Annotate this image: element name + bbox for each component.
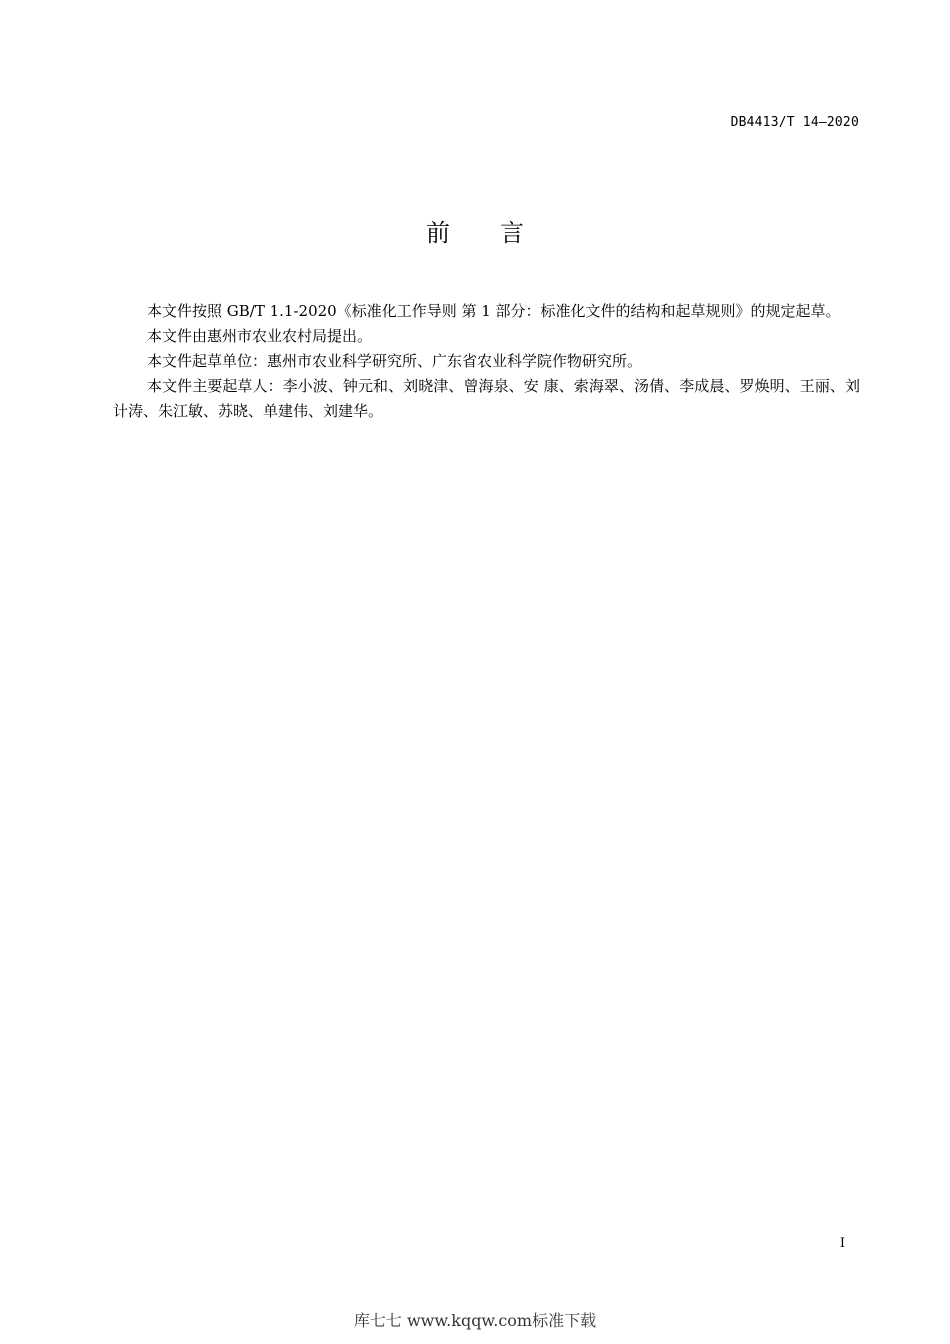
page-title: 前言 — [426, 219, 574, 247]
document-code: DB4413/T 14—2020 — [730, 115, 859, 130]
paragraph-drafting-units: 本文件起草单位：惠州市农业科学研究所、广东省农业科学院作物研究所。 — [147, 352, 643, 370]
watermark-text: 库七七 www.kqqw.com标准下载 — [353, 1311, 597, 1330]
foreword-body — [113, 299, 860, 424]
paragraph-proposer: 本文件由惠州市农业农村局提出。 — [147, 327, 373, 345]
page-number: I — [839, 1236, 845, 1251]
paragraph-drafting-rules: 本文件按照 GB/T 1.1-2020《标准化工作导则 第 1 部分：标准化文件的结构和起草规则》的规定起草。 — [147, 302, 841, 320]
paragraph-drafters: 本文件主要起草人：李小波、钟元和、刘晓津、曾海泉、安 康、索海翠、汤倩、李成晨、罗焕明、王丽、刘计涛、朱江敏、苏晓、单建伟、刘建华。 — [113, 377, 860, 420]
